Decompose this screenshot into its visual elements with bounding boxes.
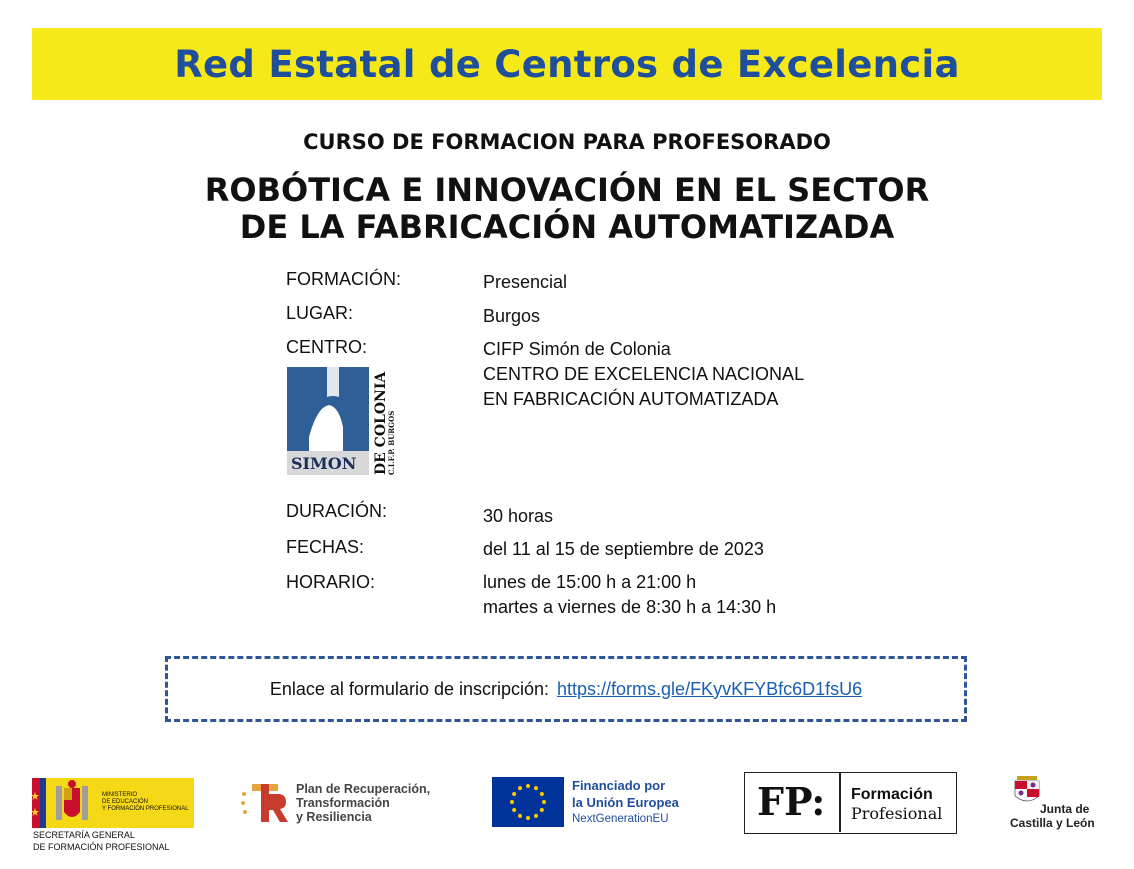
eu-star-icon xyxy=(510,800,514,804)
eu-star-icon xyxy=(534,814,538,818)
eu-star-icon xyxy=(526,784,530,788)
logo-word-de-colonia: DE COLONIA xyxy=(373,371,389,475)
eu-flag-icon xyxy=(492,777,564,827)
plan-line-2: Transformación xyxy=(296,796,390,810)
secretaria-line-1: SECRETARÍA GENERAL xyxy=(33,830,135,840)
fp-line-2: Profesional xyxy=(851,804,943,823)
eu-funding-logo xyxy=(492,777,702,827)
horario-label: HORARIO: xyxy=(286,572,376,592)
fechas-value: del 11 al 15 de septiembre de 2023 xyxy=(483,539,764,559)
eu-star-icon xyxy=(518,814,522,818)
eu-star-icon xyxy=(512,792,516,796)
plan-line-3: y Resiliencia xyxy=(296,810,372,824)
recovery-plan-icon xyxy=(240,780,292,826)
course-subtitle: CURSO DE FORMACION PARA PROFESORADO xyxy=(303,130,831,154)
eu-star-icon xyxy=(540,792,544,796)
cifp-simon-de-colonia-logo xyxy=(287,367,395,475)
course-title-line-1: ROBÓTICA E INNOVACIÓN EN EL SECTOR xyxy=(204,171,930,209)
horario-value-line-2: martes a viernes de 8:30 h a 14:30 h xyxy=(483,597,777,617)
secretaria-text xyxy=(33,829,170,853)
centro-value-line-3: EN FABRICACIÓN AUTOMATIZADA xyxy=(483,389,779,409)
jcyl-line-1: Junta de xyxy=(1040,802,1090,816)
eu-star-icon xyxy=(542,800,546,804)
inscription-label: Enlace al formulario de inscripción: xyxy=(269,678,550,699)
fp-text xyxy=(851,785,942,823)
ministerio-text-line-3: Y FORMACIÓN PROFESIONAL xyxy=(102,806,189,812)
formacion-label: FORMACIÓN: xyxy=(286,269,401,289)
fp-divider xyxy=(839,773,841,832)
centro-label: CENTRO: xyxy=(286,337,367,357)
inscription-form-link[interactable]: https://forms.gle/FKyvKFYBfc6D1fsU6 xyxy=(557,678,863,699)
duracion-label: DURACIÓN: xyxy=(286,501,388,521)
fp-line-1: Formación xyxy=(851,786,933,803)
ministerio-text-line-2: DE EDUCACIÓN xyxy=(102,799,149,805)
ministerio-logo xyxy=(32,778,194,828)
plan-text xyxy=(296,782,430,824)
course-title xyxy=(0,172,1134,246)
eu-text xyxy=(572,777,679,828)
fechas-label: FECHAS: xyxy=(286,537,365,557)
plan-line-1: Plan de Recuperación, xyxy=(296,782,431,796)
eu-line-2: la Unión Europea xyxy=(572,795,679,810)
header-banner xyxy=(32,28,1102,100)
logo-word-simon: SIMON xyxy=(291,454,357,473)
spain-coat-of-arms-icon xyxy=(32,778,94,828)
formacion-value: Presencial xyxy=(483,272,568,292)
horario-value-line-1: lunes de 15:00 h a 21:00 h xyxy=(483,572,697,592)
fp-logo xyxy=(744,772,957,834)
centro-value-line-2: CENTRO DE EXCELENCIA NACIONAL xyxy=(483,364,805,384)
eu-star-icon xyxy=(540,808,544,812)
jcyl-line-2: Castilla y León xyxy=(1010,816,1095,830)
junta-castilla-leon-logo xyxy=(1010,776,1110,832)
eu-line-1: Financiado por xyxy=(572,778,666,793)
secretaria-line-2: DE FORMACIÓN PROFESIONAL xyxy=(33,842,170,852)
eu-star-icon xyxy=(534,786,538,790)
eu-star-icon xyxy=(526,816,530,820)
horario-value xyxy=(483,570,776,620)
duracion-value: 30 horas xyxy=(483,506,554,526)
centro-value xyxy=(483,337,804,412)
lugar-value: Burgos xyxy=(483,306,541,326)
banner-title: Red Estatal de Centros de Excelencia xyxy=(174,42,960,86)
course-title-line-2: DE LA FABRICACIÓN AUTOMATIZADA xyxy=(239,208,895,246)
ministerio-text-line-1: MINISTERIO xyxy=(102,792,138,798)
lugar-label: LUGAR: xyxy=(286,303,354,323)
logo-word-cifp-burgos: C.I.F.P. BURGOS xyxy=(387,410,396,475)
centro-value-line-1: CIFP Simón de Colonia xyxy=(483,339,671,359)
castilla-leon-shield-icon xyxy=(1014,776,1040,806)
eu-star-icon xyxy=(518,786,522,790)
plan-recuperacion-logo xyxy=(240,780,445,826)
ministerio-text xyxy=(102,792,189,813)
inscription-box xyxy=(165,656,967,722)
eu-star-icon xyxy=(512,808,516,812)
eu-line-3: NextGenerationEU xyxy=(572,813,669,825)
fp-mark: FP: xyxy=(757,779,826,824)
